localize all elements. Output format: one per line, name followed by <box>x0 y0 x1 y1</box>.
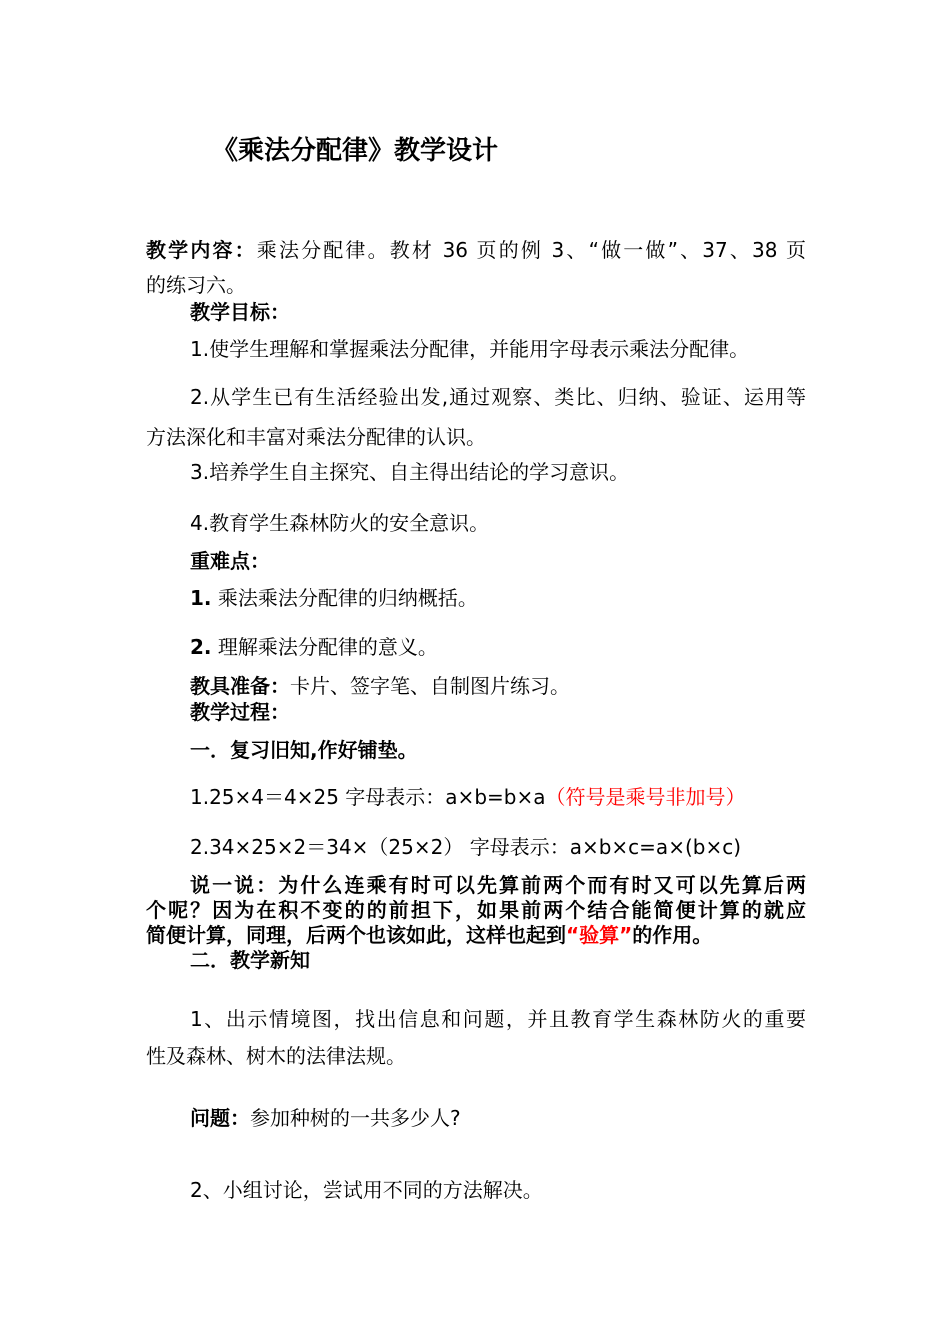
section-2-paragraph-1-line2: 性及森林、树木的法律法规。 <box>146 1044 406 1068</box>
goals-label: 教学目标： <box>190 300 290 324</box>
equation-2: 2.34×25×2＝34×（25×2） 字母表示：a×b×c=a×(b×c) <box>190 835 742 859</box>
talk-line-3 <box>146 921 712 949</box>
equation-1-note: （符号是乘号非加号） <box>545 785 746 809</box>
key-points-label: 重难点： <box>190 549 270 573</box>
document-title: 《乘法分配律》教学设计 <box>212 136 499 166</box>
question-text: 参加种树的一共多少人? <box>250 1106 461 1130</box>
equation-1-text: 1.25×4＝4×25 字母表示：a×b=b×a <box>190 785 546 809</box>
content-text: 乘法分配律。教材 36 页的例 3、“做一做”、37、38 页 <box>256 238 806 262</box>
talk-line-3-start: 简便计算，同理，后两个也该如此，这样也起到 <box>146 923 566 947</box>
content-paragraph-line2: 的练习六。 <box>146 273 246 297</box>
key-point-2-number: 2. <box>190 635 212 659</box>
goal-2-line2: 方法深化和丰富对乘法分配律的认识。 <box>146 425 486 449</box>
key-point-1 <box>190 584 478 612</box>
key-point-2 <box>190 633 438 661</box>
section-2-paragraph-2: 2、小组讨论，尝试用不同的方法解决。 <box>190 1178 543 1202</box>
goal-3: 3.培养学生自主探究、自主得出结论的学习意识。 <box>190 460 630 484</box>
equation-1 <box>190 783 745 811</box>
talk-line-2: 个呢？因为在积不变的的前担下，如果前两个结合能简便计算的就应 <box>146 898 806 922</box>
goal-1: 1.使学生理解和掌握乘法分配律，并能用字母表示乘法分配律。 <box>190 337 750 361</box>
process-label: 教学过程： <box>190 700 290 724</box>
question-line <box>190 1104 461 1132</box>
key-point-1-text: 乘法乘法分配律的归纳概括。 <box>217 586 478 610</box>
section-2-heading: 二．教学新知 <box>190 948 310 972</box>
content-label: 教学内容： <box>146 238 257 262</box>
content-paragraph-line1 <box>146 236 806 264</box>
goal-2-line1: 2.从学生已有生活经验出发,通过观察、类比、归纳、验证、运用等 <box>190 385 806 409</box>
materials-line <box>190 672 570 700</box>
materials-label: 教具准备： <box>190 674 290 698</box>
key-point-1-number: 1. <box>190 586 212 610</box>
talk-highlight-check: “验算” <box>566 923 633 947</box>
question-label: 问题： <box>190 1106 250 1130</box>
section-1-heading: 一．复习旧知,作好铺垫。 <box>190 738 418 762</box>
talk-line-3-end: 的作用。 <box>632 923 713 947</box>
talk-line-1: 说一说：为什么连乘有时可以先算前两个而有时又可以先算后两 <box>190 873 806 897</box>
materials-text: 卡片、签字笔、自制图片练习。 <box>290 674 570 698</box>
key-point-2-text: 理解乘法分配律的意义。 <box>217 635 438 659</box>
goal-4: 4.教育学生森林防火的安全意识。 <box>190 511 490 535</box>
section-2-paragraph-1-line1: 1、出示情境图，找出信息和问题，并且教育学生森林防火的重要 <box>190 1007 806 1031</box>
